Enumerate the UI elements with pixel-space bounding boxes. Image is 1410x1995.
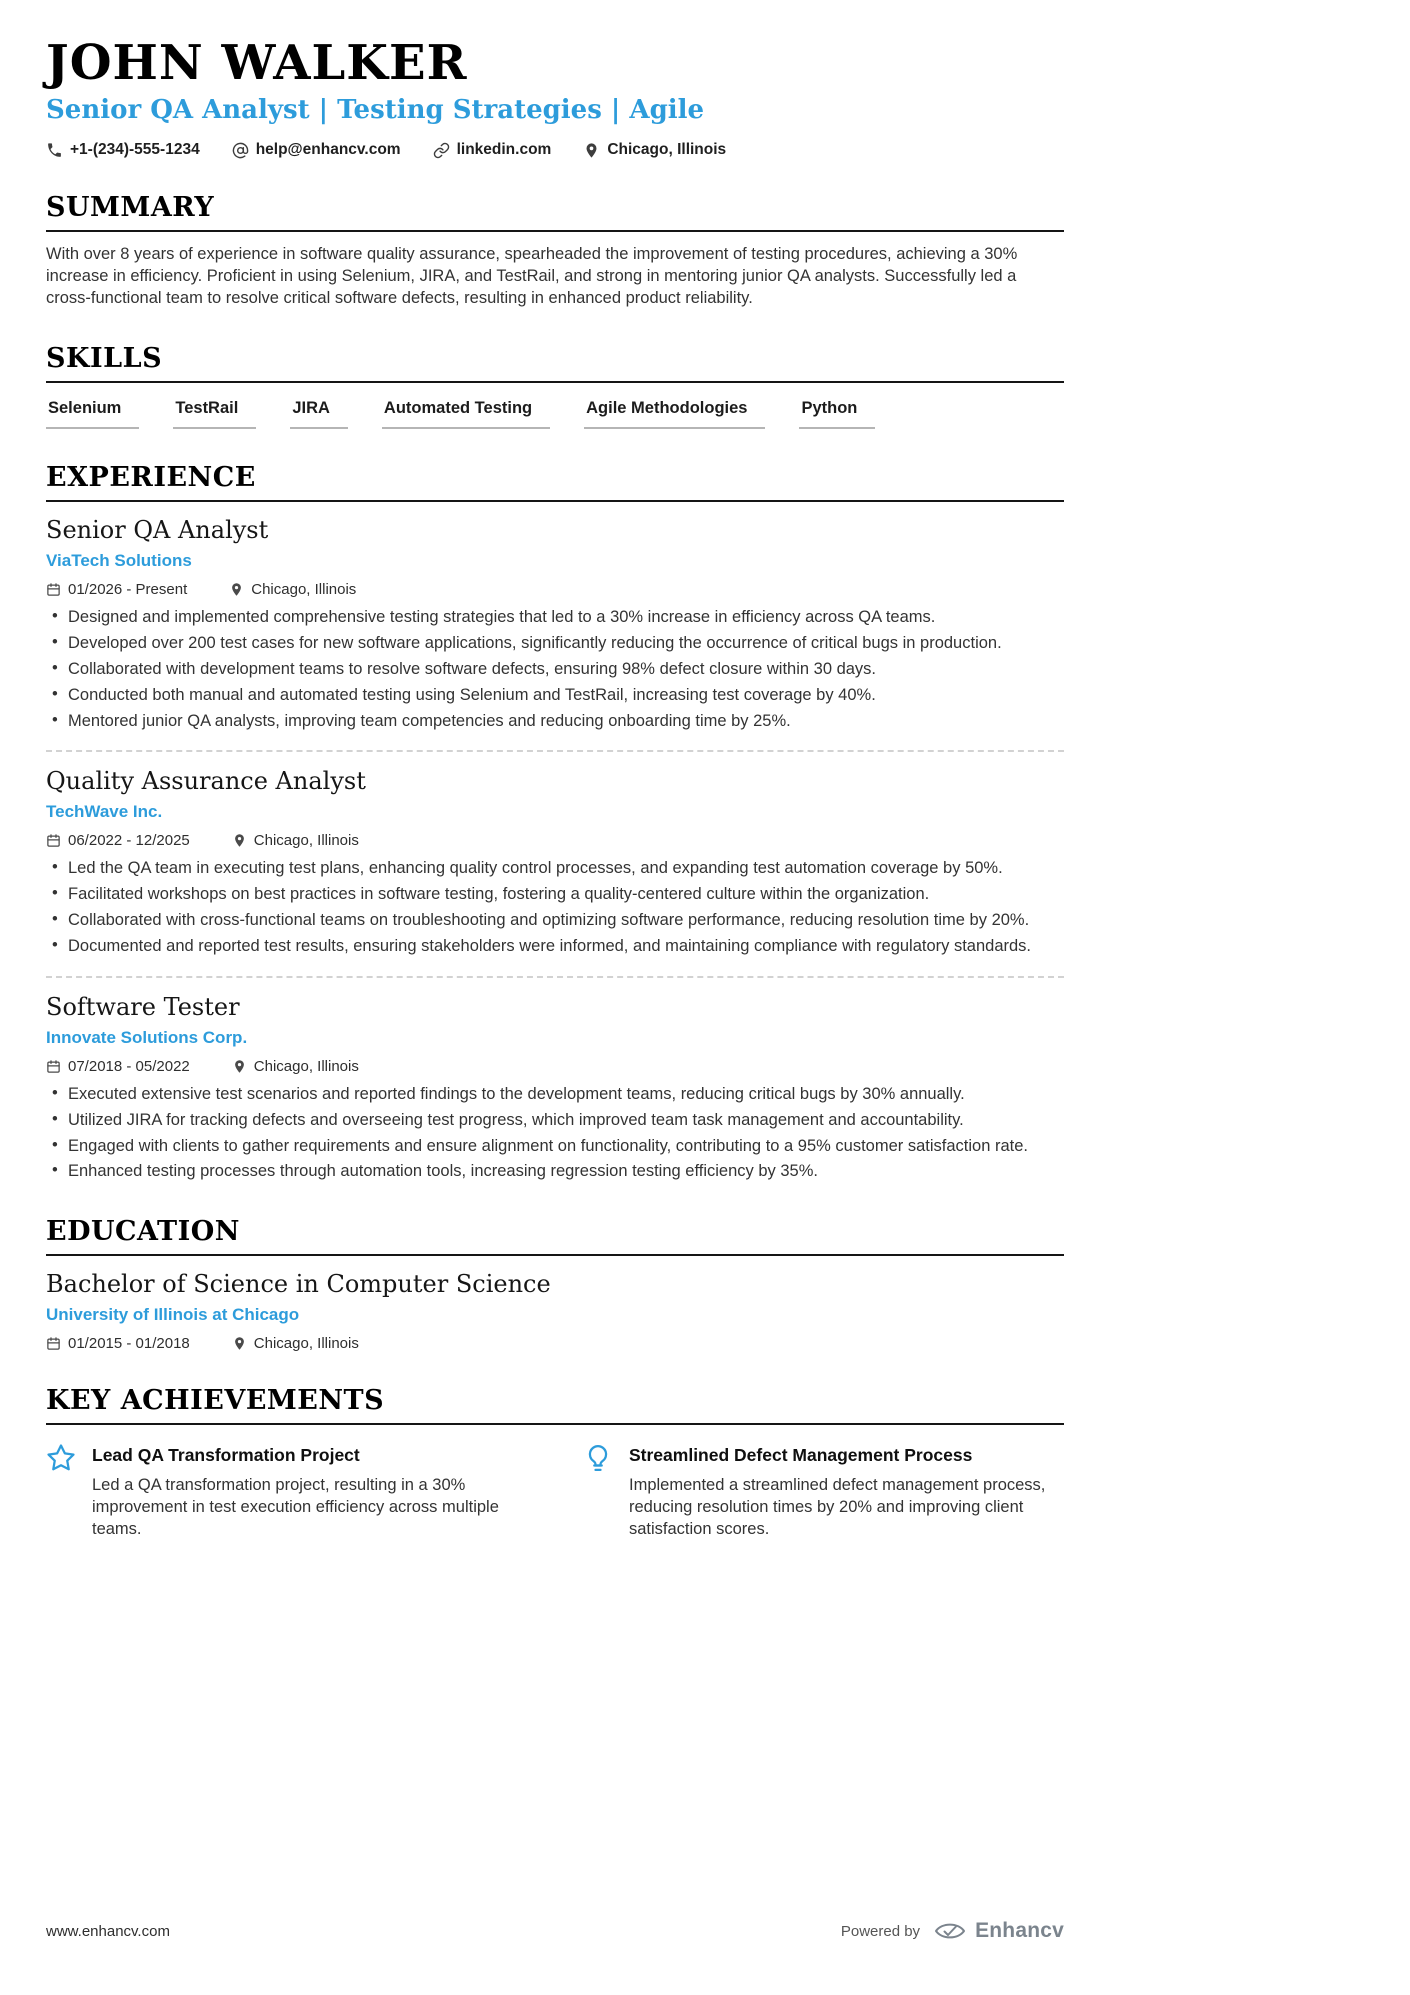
location-text: Chicago, Illinois bbox=[251, 581, 357, 599]
location-text: Chicago, Illinois bbox=[253, 1057, 359, 1075]
skills-heading: SKILLS bbox=[46, 343, 1064, 383]
education-location bbox=[232, 1335, 359, 1352]
resume-content bbox=[46, 35, 1064, 1541]
summary-section bbox=[46, 192, 1064, 310]
bullet-item: • Designed and implemented comprehensive testing strategies that led to a 30% increase in efficiency across QA teams. bbox=[46, 607, 1064, 628]
star-icon bbox=[46, 1443, 76, 1478]
lightbulb-icon bbox=[583, 1443, 613, 1478]
company-name: Innovate Solutions Corp. bbox=[46, 1027, 248, 1047]
skill-item: Automated Testing bbox=[382, 399, 550, 429]
job-meta bbox=[46, 1058, 1064, 1075]
location-pin-icon bbox=[583, 142, 600, 159]
calendar-icon bbox=[46, 1059, 61, 1074]
skill-item: TestRail bbox=[173, 399, 256, 429]
summary-text: With over 8 years of experience in software quality assurance, spearheaded the improvement of testing procedures, achieving a 30% increase in efficiency. Proficient in using Selenium, JIRA, and TestRail, and strong in mentoring junior QA analysts. Successfully led a cross-functional team to resolve critical software defects, resulting in enhanced product reliability. bbox=[46, 245, 1018, 308]
email-address: help@enhancv.com bbox=[255, 141, 401, 159]
enhancv-brand-name: Enhancv bbox=[975, 1919, 1064, 1942]
achievement-title: Streamlined Defect Management Process bbox=[629, 1444, 973, 1465]
job-entry bbox=[46, 750, 1064, 957]
at-sign-icon bbox=[232, 142, 249, 159]
resume-header bbox=[46, 35, 1064, 159]
achievements-heading: KEY ACHIEVEMENTS bbox=[46, 1385, 1064, 1425]
achievement-item bbox=[46, 1443, 527, 1541]
location-pin-icon bbox=[232, 833, 247, 848]
phone-number: +1-(234)-555-1234 bbox=[70, 141, 200, 159]
calendar-icon bbox=[46, 582, 61, 597]
achievement-title: Lead QA Transformation Project bbox=[92, 1444, 360, 1465]
contact-phone[interactable] bbox=[46, 141, 200, 159]
achievement-item bbox=[583, 1443, 1064, 1541]
job-title: Quality Assurance Analyst bbox=[46, 767, 366, 796]
achievement-text: Implemented a streamlined defect management process, reducing resolution times by 20% and improving client satisfaction scores. bbox=[629, 1475, 1046, 1539]
job-location bbox=[229, 581, 356, 598]
candidate-name: JOHN WALKER bbox=[46, 35, 468, 91]
website-link[interactable]: www.enhancv.com bbox=[46, 1922, 170, 1940]
company-name: ViaTech Solutions bbox=[46, 551, 192, 571]
education-heading: EDUCATION bbox=[46, 1216, 1064, 1256]
job-title: Senior QA Analyst bbox=[46, 516, 269, 545]
contact-email[interactable] bbox=[232, 141, 401, 159]
bullet-item: • Mentored junior QA analysts, improving team competencies and reducing onboarding time by 25%. bbox=[46, 711, 1064, 732]
location-text: Chicago, Illinois bbox=[607, 141, 727, 159]
skills-section bbox=[46, 343, 1064, 429]
skills-row bbox=[46, 399, 1064, 429]
job-location bbox=[232, 832, 359, 849]
page-footer bbox=[46, 1919, 1064, 1943]
contact-row bbox=[46, 141, 1064, 159]
job-location bbox=[232, 1058, 359, 1075]
job-meta bbox=[46, 581, 1064, 598]
education-meta bbox=[46, 1335, 1064, 1352]
dates-text: 01/2015 - 01/2018 bbox=[68, 1334, 190, 1352]
achievement-content bbox=[92, 1443, 527, 1541]
dates-text: 01/2026 - Present bbox=[68, 581, 188, 599]
experience-heading: EXPERIENCE bbox=[46, 462, 1064, 502]
skill-item: Selenium bbox=[46, 399, 139, 429]
link-icon bbox=[433, 142, 450, 159]
skill-item: Agile Methodologies bbox=[584, 399, 765, 429]
link-text: linkedin.com bbox=[456, 141, 552, 159]
achievement-content bbox=[629, 1443, 1064, 1541]
job-dates bbox=[46, 832, 190, 849]
bullet-item: • Collaborated with cross-functional teams on troubleshooting and optimizing software performance, reducing resolution time by 20%. bbox=[46, 910, 1064, 931]
location-pin-icon bbox=[229, 582, 244, 597]
bullet-item: • Facilitated workshops on best practices in software testing, fostering a quality-centered culture within the organization. bbox=[46, 884, 1064, 905]
education-entry bbox=[46, 1270, 1064, 1352]
enhancv-logo[interactable] bbox=[933, 1919, 1064, 1943]
phone-icon bbox=[46, 142, 63, 159]
bullet-item: • Documented and reported test results, ensuring stakeholders were informed, and maintaining compliance with regulatory standards. bbox=[46, 936, 1064, 957]
job-entry bbox=[46, 976, 1064, 1183]
job-bullets bbox=[46, 607, 1064, 732]
bullet-item: • Led the QA team in executing test plans, enhancing quality control processes, and expanding test automation coverage by 50%. bbox=[46, 858, 1064, 879]
achievements-grid bbox=[46, 1443, 1064, 1541]
contact-link[interactable] bbox=[433, 141, 552, 159]
skill-item: Python bbox=[799, 399, 875, 429]
powered-by-label: Powered by bbox=[840, 1922, 921, 1940]
location-pin-icon bbox=[232, 1059, 247, 1074]
dates-text: 07/2018 - 05/2022 bbox=[68, 1057, 190, 1075]
company-name: TechWave Inc. bbox=[46, 802, 163, 822]
location-pin-icon bbox=[232, 1336, 247, 1351]
education-section bbox=[46, 1216, 1064, 1352]
job-bullets bbox=[46, 1084, 1064, 1183]
skill-item: JIRA bbox=[290, 399, 348, 429]
school-name: University of Illinois at Chicago bbox=[46, 1304, 300, 1324]
powered-by-group bbox=[841, 1919, 1064, 1943]
achievements-section bbox=[46, 1385, 1064, 1541]
job-dates bbox=[46, 1058, 190, 1075]
experience-section bbox=[46, 462, 1064, 1183]
job-dates bbox=[46, 581, 187, 598]
bullet-item: • Utilized JIRA for tracking defects and overseeing test progress, which improved team task management and accountability. bbox=[46, 1110, 1064, 1131]
bullet-item: • Engaged with clients to gather requirements and ensure alignment on functionality, contributing to a 95% customer satisfaction rate. bbox=[46, 1136, 1064, 1157]
location-text: Chicago, Illinois bbox=[253, 832, 359, 850]
candidate-headline: Senior QA Analyst | Testing Strategies | Agile bbox=[46, 95, 705, 126]
calendar-icon bbox=[46, 833, 61, 848]
achievement-text: Led a QA transformation project, resulting in a 30% improvement in test execution efficiency across multiple teams. bbox=[92, 1475, 499, 1539]
education-dates bbox=[46, 1335, 190, 1352]
bullet-item: • Executed extensive test scenarios and reported findings to the development teams, reducing critical bugs by 30% annually. bbox=[46, 1084, 1064, 1105]
bullet-item: • Collaborated with development teams to resolve software defects, ensuring 98% defect closure within 30 days. bbox=[46, 659, 1064, 680]
job-bullets bbox=[46, 858, 1064, 957]
bullet-item: • Conducted both manual and automated testing using Selenium and TestRail, increasing test coverage by 40%. bbox=[46, 685, 1064, 706]
contact-location bbox=[583, 141, 726, 159]
dates-text: 06/2022 - 12/2025 bbox=[68, 832, 190, 850]
job-title: Software Tester bbox=[46, 992, 240, 1021]
degree-title: Bachelor of Science in Computer Science bbox=[46, 1269, 551, 1298]
calendar-icon bbox=[46, 1336, 61, 1351]
job-meta bbox=[46, 832, 1064, 849]
enhancv-logo-icon bbox=[933, 1919, 967, 1943]
location-text: Chicago, Illinois bbox=[253, 1334, 359, 1352]
summary-heading: SUMMARY bbox=[46, 192, 1064, 232]
bullet-item: • Developed over 200 test cases for new software applications, significantly reducing the occurrence of critical bugs in production. bbox=[46, 633, 1064, 654]
bullet-item: • Enhanced testing processes through automation tools, increasing regression testing efficiency by 35%. bbox=[46, 1161, 1064, 1182]
job-entry bbox=[46, 516, 1064, 732]
